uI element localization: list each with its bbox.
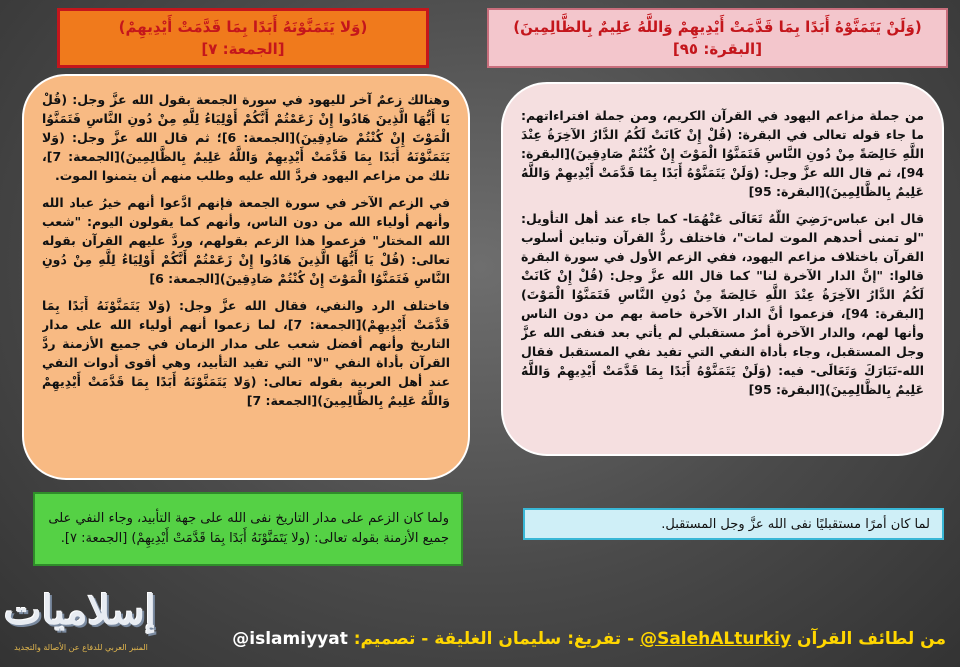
brand-handle[interactable]: @islamiyyat: [232, 629, 348, 649]
paragraph: من جملة مزاعم اليهود في القرآن الكريم، ومن جملة افتراءاتهم: ما جاء قوله تعالى في البقرة: (قُلْ إِنْ كَانَتْ لَكُمُ الدَّارُ الآخِرَةُ عِنْدَ اللَّهِ خَالِصَةً مِنْ دُونِ النَّاسِ فَتَمَنَّوُا الْمَوْتَ إِنْ كُنْتُمْ صَادِقِينَ)[البقرة: 94]، ثم قال الله عزَّ وجل: (وَلَنْ يَتَمَنَّوْهُ أَبَدًا بِمَا قَدَّمَتْ أَيْدِيهِمْ وَاللَّهُ عَلِيمٌ بِالظَّالِمِينَ)[البقرة: 95]: [521, 108, 924, 199]
title-verse-ref: [البقرة: ٩٥]: [672, 40, 763, 58]
paragraph: وهنالك زعمٌ آخر لليهود في سورة الجمعة بقول الله عزَّ وجل: (قُلْ يَا أَيُّهَا الَّذِينَ هَادُوا إِنْ زَعَمْتُمْ أَنَّكُمْ أَوْلِيَاءُ لِلَّهِ مِنْ دُونِ النَّاسِ فَتَمَنَّوُا الْمَوْتَ إِنْ كُنْتُمْ صَادِقِينَ)[الجمعة: 6]؛ ثم قال الله عزَّ وجل: (وَلا يَتَمَنَّوْنَهُ أَبَدًا بِمَا قَدَّمَتْ أَيْدِيهِمْ وَاللَّهُ عَلِيمٌ بِالظَّالِمِينَ)[الجمعة: 7]، تلك من مزاعم اليهود فردَّ الله عليه وطلب منهم أن يتمنوا الموت.: [42, 92, 450, 183]
title-verse-baqarah: [487, 8, 948, 68]
logo-tagline: المنبر العربي للدفاع عن الأصالة والتجديد: [14, 643, 148, 652]
summary-text: ولما كان الزعم على مدار التاريخ نفى الله على جهة التأبيد، وجاء النفي على جميع الأزمنة بقوله تعالى: (ولا يَتَمَنَّوْنَهُ أَبَدًا بِمَا قَدَّمَتْ أَيْدِيهِمْ) [الجمعة: ٧].: [48, 510, 449, 546]
title-verse-ref: [الجمعة: ٧]: [201, 40, 285, 58]
author-handle-link[interactable]: @SalehALturkiy: [640, 629, 792, 649]
footer-prefix: من لطائف القرآن: [797, 629, 946, 649]
summary-text: لما كان أمرًا مستقبليًا نفى الله عزَّ وجل المستقبل.: [661, 516, 930, 532]
paragraph: قال ابن عباس-رَضِيَ اللَّهُ تَعَالَى عَنْهُمَا- كما جاء عند أهل التأويل: "لو تمنى أحدهم الموت لمات"، فاختلف ردُّ القرآن وتباين أسلوب القرآن باختلاف مزاعم اليهود، ففي الزعم الأول في سورة البقرة قالوا: "إنَّ الدار الآخرة لنا" كما قال الله عزَّ وجل: (قُلْ إِنْ كَانَتْ لَكُمُ الدَّارُ الآخِرَةُ عِنْدَ اللَّهِ خَالِصَةً مِنْ دُونِ النَّاسِ فَتَمَنَّوُا الْمَوْتَ)[البقرة: 94]، فزعموا أنَّ الدار الآخرة خاصة بهم من دون الناس وأنها لهم، والدار الآخرة أمرٌ مستقبلي لم يأتي بعد فنفى الله عزَّ وجل المستقبل، وجاء بأداة النفي التي تفيد نفي المستقبل فقال الله-تَبَارَكَ وَتَعَالَى- فيه: (وَلَنْ يَتَمَنَّوْهُ أَبَدًا بِمَا قَدَّمَتْ أَيْدِيهِمْ وَاللَّهُ عَلِيمٌ بِالظَّالِمِينَ)[البقرة: 95]: [521, 211, 924, 397]
islamiyyat-logo: [6, 582, 156, 660]
footer-credits: [186, 626, 946, 652]
title-verse-jumuah: [57, 8, 429, 68]
summary-box-jumuah: [33, 492, 463, 566]
paragraph: فاختلف الرد والنفي، فقال الله عزَّ وجل: (وَلا يَتَمَنَّوْنَهُ أَبَدًا بِمَا قَدَّمَتْ أَيْدِيهِمْ)[الجمعة: 7]، لما زعموا أنهم أولياء الله على مدار التاريخ وأنهم أفضل شعب على مدار الزمان في جميع الأزمنة ردَّ القرآن بأداة النفي "لا" التي تفيد التأبيد، وهي أقوى أدوات النفي عند أهل العربية بقوله تعالى: (وَلا يَتَمَنَّوْنَهُ أَبَدًا بِمَا قَدَّمَتْ أَيْدِيهِمْ وَاللَّهُ عَلِيمٌ بِالظَّالِمِينَ)[الجمعة: 7]: [42, 298, 450, 408]
explanation-panel-jumuah: [22, 74, 470, 480]
summary-box-baqarah: [523, 508, 944, 540]
paragraph: في الزعم الآخر في سورة الجمعة فإنهم ادَّعوا أنهم خيرُ عباد الله وأنهم أولياء الله من دون الناس، وأنهم كما يقولون اليوم: "شعب الله المختار" فزعموا هذا الزعم بقولهم، وردَّ عليهم القرآن بقوله تعالى: (قُلْ يَا أَيُّهَا الَّذِينَ هَادُوا إِنْ زَعَمْتُمْ أَنَّكُمْ أَوْلِيَاءُ لِلَّهِ مِنْ دُونِ النَّاسِ فَتَمَنَّوُا الْمَوْتَ إِنْ كُنْتُمْ صَادِقِينَ)[الجمعة: 6]: [42, 195, 450, 286]
title-verse-text: (وَلا يَتَمَنَّوْنَهُ أَبَدًا بِمَا قَدَّمَتْ أَيْدِيهِمْ): [118, 17, 368, 36]
title-verse-text: (وَلَنْ يَتَمَنَّوْهُ أَبَدًا بِمَا قَدَّمَتْ أَيْدِيهِمْ وَاللَّهُ عَلِيمٌ بِالظَّالِمِينَ): [513, 17, 922, 36]
logo-mark: إسلاميات: [4, 587, 156, 634]
explanation-panel-baqarah: [501, 82, 944, 456]
footer-credits-text: - تفريغ: سليمان الغليقة - تصميم:: [353, 629, 635, 649]
